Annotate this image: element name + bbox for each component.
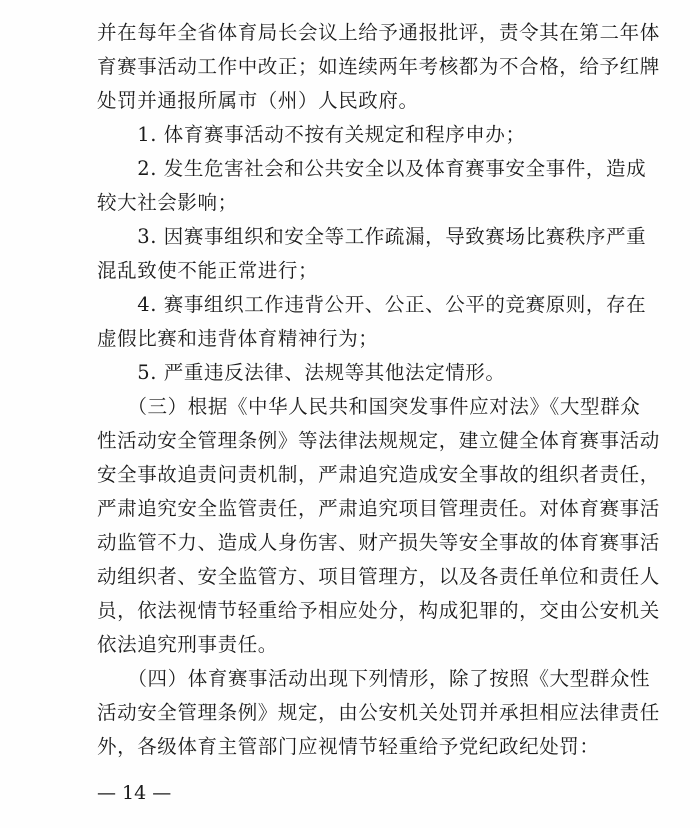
text-line: 处罚并通报所属市（州）人民政府。 <box>97 89 419 112</box>
list-item-4: 4. 赛事组织工作违背公开、公正、公平的竞赛原则，存在 <box>97 293 647 316</box>
page-number: — 14 — <box>97 782 172 804</box>
text-line: 安全事故追责问责机制，严肃追究造成安全事故的组织者责任， <box>97 463 660 486</box>
paragraph-3-start: （三）根据《中华人民共和国突发事件应对法》《大型群众 <box>97 395 641 418</box>
text-line: 性活动安全管理条例》等法律法规规定，建立健全体育赛事活动 <box>97 429 660 452</box>
text-line: 活动安全管理条例》规定，由公安机关处罚并承担相应法律责任 <box>97 701 660 724</box>
list-item-1: 1. 体育赛事活动不按有关规定和程序申办； <box>97 123 526 146</box>
paragraph-4-start: （四）体育赛事活动出现下列情形，除了按照《大型群众性 <box>97 667 651 690</box>
list-item-3: 3. 因赛事组织和安全等工作疏漏，导致赛场比赛秩序严重 <box>97 225 647 248</box>
text-line: 严肃追究安全监管责任，严肃追究项目管理责任。对体育赛事活 <box>97 497 660 520</box>
text-line: 依法追究刑事责任。 <box>97 633 278 656</box>
list-item-2: 2. 发生危害社会和公共安全以及体育赛事安全事件，造成 <box>97 157 647 180</box>
text-line: 育赛事活动工作中改正；如连续两年考核都为不合格，给予红牌 <box>97 55 660 78</box>
text-line: 较大社会影响； <box>97 191 238 214</box>
list-item-5: 5. 严重违反法律、法规等其他法定情形。 <box>97 361 506 384</box>
text-line: 员，依法视情节轻重给予相应处分，构成犯罪的，交由公安机关 <box>97 599 660 622</box>
text-line: 虚假比赛和违背体育精神行为； <box>97 327 379 350</box>
text-line: 外，各级体育主管部门应视情节轻重给予党纪政纪处罚： <box>97 735 600 758</box>
text-line: 并在每年全省体育局长会议上给予通报批评，责令其在第二年体 <box>97 21 660 44</box>
text-line: 混乱致使不能正常进行； <box>97 259 319 282</box>
text-line: 动监管不力、造成人身伤害、财产损失等安全事故的体育赛事活 <box>97 531 660 554</box>
text-line: 动组织者、安全监管方、项目管理方，以及各责任单位和责任人 <box>97 565 660 588</box>
